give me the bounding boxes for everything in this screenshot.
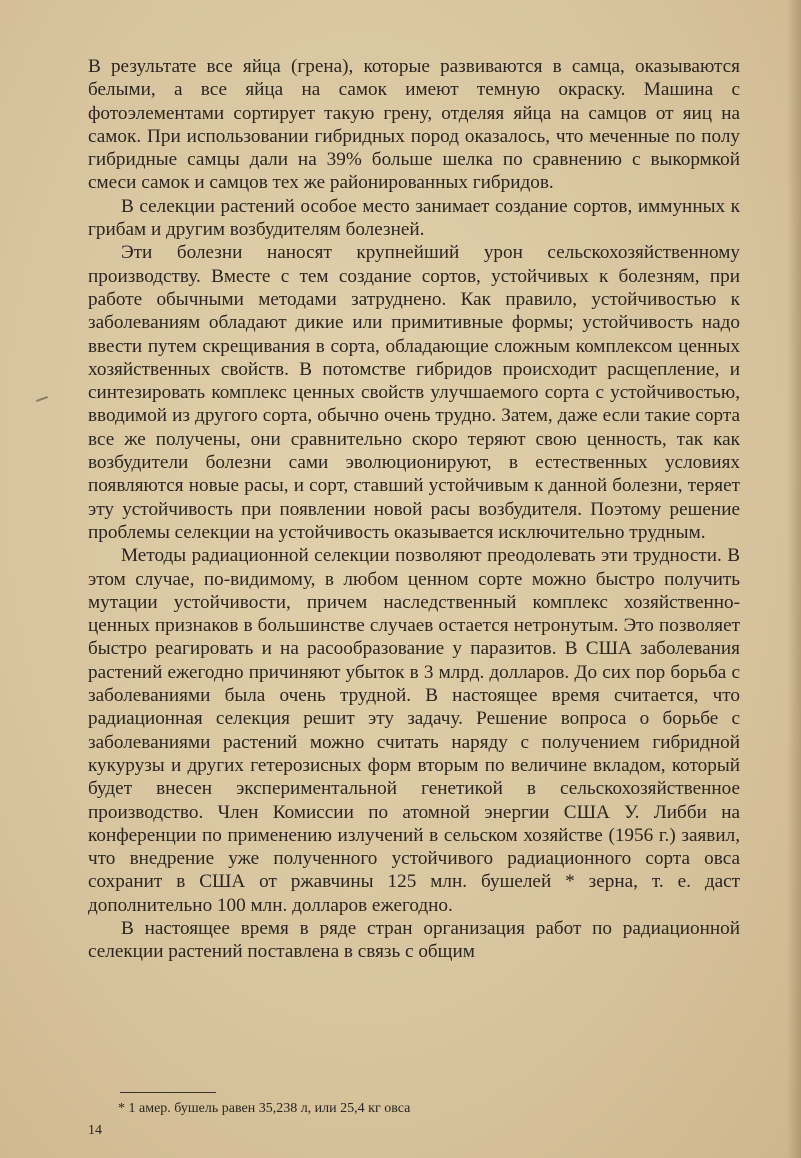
page-number: 14 [88,1123,102,1138]
paragraph-5: В настоящее время в ряде стран организация работ по радиационной селекции растений поставлена в связь с общим [88,917,740,963]
paragraph-2: В селекции растений особое место занимает создание сортов, иммунных к грибам и другим возбудителям болезней. [88,195,740,241]
paragraph-4: Методы радиационной селекции позволяют преодолевать эти трудности. В этом случае, по-видимому, в любом ценном сорте можно быстро получить мутации устойчивости, причем наследственный комплекс хозяйственно-ценных признаков в большинстве случаев остается нетронутым. Это позволяет быстро реагировать и на расообразование у паразитов. В США заболевания растений ежегодно причиняют убыток в 3 млрд. долларов. До сих пор борьба с заболеваниями была очень трудной. В настоящее время считается, что радиационная селекция решит эту задачу. Решение вопроса о борьбе с заболеваниями растений можно считать наряду с получением гибридной кукурузы и других гетерозисных форм вторым по величине вкладом, который будет внесен экспериментальной генетикой в сельскохозяйственное производство. Член Комиссии по атомной энергии США У. Либби на конференции по применению излучений в сельском хозяйстве (1956 г.) заявил, что внедрение уже полученного устойчивого радиационного сорта овса сохранит в США от ржавчины 125 млн. бушелей * зерна, т. е. даст дополнительно 100 млн. долларов ежегодно. [88,545,740,916]
page-edge-shadow [787,0,801,1158]
paragraph-3: Эти болезни наносят крупнейший урон сельскохозяйственному производству. Вместе с тем создание сортов, устойчивых к болезням, при работе обычными методами затруднено. Как правило, устойчивостью к заболеваниям обладают дикие или примитивные формы; устойчивость надо ввести путем скрещивания в сорта, обладающие сложным комплексом ценных хозяйственных свойств. В потомстве гибридов происходит расщепление, и синтезировать комплекс ценных свойств улучшаемого сорта с устойчивостью, вводимой из другого сорта, обычно очень трудно. Затем, даже если такие сорта все же получены, они сравнительно скоро теряют свою ценность, так как возбудители болезни сами эволюционируют, в естественных условиях появляются новые расы, и сорт, ставший устойчивым к данной болезни, теряет эту устойчивость при появлении новой расы возбудителя. Поэтому решение проблемы селекции на устойчивость оказывается исключительно трудным. [88,242,740,543]
paragraph-1: В результате все яйца (грена), которые развиваются в самца, оказываются белыми, а все яйца на самок имеют темную окраску. Машина с фотоэлементами сортирует такую грену, отделяя яйца на самцов от яиц на самок. При использовании гибридных пород оказалось, что меченные по полу гибридные самцы дали на 39% больше шелка по сравнению с выкормкой смеси самок и самцов тех же районированных гибридов. [88,56,740,194]
footnote-separator [120,1092,216,1093]
body-text [88,55,740,964]
margin-pencil-mark [36,396,48,402]
footnote: * 1 амер. бушель равен 35,238 л, или 25,4 кг овса [118,1101,411,1116]
